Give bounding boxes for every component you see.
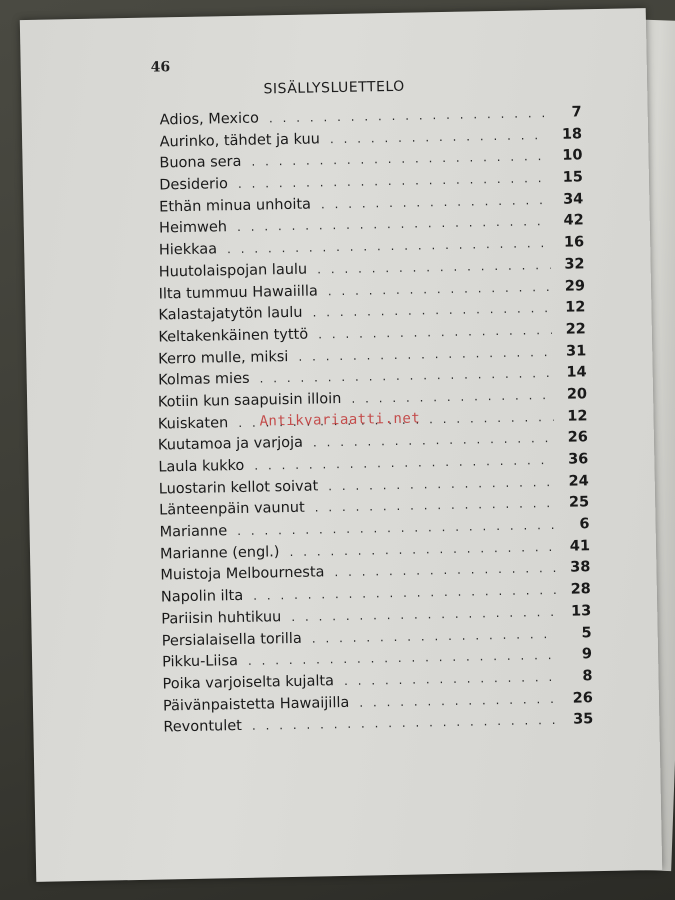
leader-dots: [359, 691, 559, 709]
toc-entry-title: Keltakenkäinen tyttö: [158, 326, 309, 346]
leader-dots: [313, 431, 554, 450]
leader-dots: [251, 149, 548, 169]
toc-entry-page: 34: [562, 191, 584, 208]
toc-entry-title: Adios, Mexico: [159, 110, 260, 129]
toc-entry-title: Desiderio: [159, 176, 229, 194]
toc-entry-title: Pikku-Liisa: [161, 653, 239, 671]
toc-entry-title: Laula kukko: [158, 457, 245, 476]
leader-dots: [351, 388, 553, 406]
leader-dots: [253, 583, 557, 603]
leader-dots: [254, 453, 554, 473]
toc-entry-title: Kotiin kun saapuisin illoin: [157, 390, 342, 411]
toc-entry-title: Luostarin kellot soivat: [158, 478, 319, 498]
leader-dots: [317, 258, 551, 276]
toc-entry-page: 26: [567, 429, 589, 446]
toc-entry-title: Persialaisella torilla: [161, 630, 302, 649]
toc-entry-page: 35: [572, 711, 594, 728]
toc-entry-title: Hiekkaa: [158, 241, 218, 259]
toc-entry-title: Länteenpäin vaunut: [159, 500, 305, 519]
toc-entry-title: Buona sera: [159, 154, 242, 172]
toc-entry-page: 5: [581, 624, 592, 641]
toc-entry-page: 38: [570, 559, 591, 577]
toc-entry-title: Napolin ilta: [160, 588, 244, 606]
toc-entry-page: 41: [569, 537, 591, 555]
toc-entry-page: 22: [565, 321, 586, 338]
toc-entry-title: Poika varjoiselta kujalta: [162, 673, 335, 693]
toc-entry-page: 14: [566, 364, 587, 381]
toc-entry-title: Kerro mulle, miksi: [158, 348, 289, 368]
toc-entry-page: 8: [582, 668, 593, 685]
toc-entry-page: 7: [571, 104, 582, 121]
toc-entry-page: 6: [579, 516, 590, 533]
toc-entry-title: Kuutamoa ja varjoja: [157, 435, 304, 454]
toc-entry-page: 12: [565, 299, 586, 316]
toc-entry-page: 42: [563, 212, 584, 230]
toc-entry-page: 28: [570, 581, 591, 598]
leader-dots: [312, 626, 558, 645]
toc-entry-page: 16: [563, 234, 585, 251]
toc-entry-page: 29: [564, 277, 586, 295]
leader-dots: [298, 344, 552, 363]
leader-dots: [269, 106, 548, 125]
toc-entry-page: 36: [567, 451, 589, 468]
toc-entry-title: Huutolaispojan laulu: [158, 261, 308, 281]
toc-entry-title: Marianne: [159, 523, 228, 541]
toc-entry-title: Muistoja Melbournesta: [160, 564, 325, 584]
toc-entry-page: 32: [564, 256, 585, 273]
leader-dots: [318, 323, 552, 341]
leader-dots: [312, 301, 551, 320]
toc-entry-page: 20: [566, 386, 588, 403]
toc-entry-title: Marianne (engl.): [159, 543, 280, 563]
toc-entry-title: Kolmas mies: [157, 370, 250, 389]
toc-entry-title: Revontulet: [163, 718, 243, 736]
toc-entry-page: 24: [568, 472, 589, 490]
leader-dots: [289, 540, 556, 559]
toc-entry-title: Aurinko, tähdet ja kuu: [159, 131, 321, 151]
leader-dots: [291, 605, 557, 624]
toc-entry-page: 31: [565, 342, 587, 360]
toc-entry-title: Ethän minua unhoita: [159, 196, 312, 216]
toc-entry-page: 12: [567, 407, 588, 425]
toc-entry-page: 25: [568, 494, 590, 512]
leader-dots: [328, 475, 555, 493]
toc-entry-page: 15: [562, 169, 584, 186]
leader-dots: [321, 193, 550, 211]
leader-dots: [328, 279, 551, 297]
page-number: 46: [150, 59, 171, 76]
page-title: SISÄLLYSLUETTELO: [263, 78, 405, 98]
leader-dots: [330, 128, 548, 146]
watermark: Antikvariaatti.net: [259, 410, 421, 430]
toc-entry-title: Kalastajatytön laulu: [158, 304, 303, 324]
leader-dots: [315, 496, 556, 515]
toc-entry-page: 9: [581, 646, 593, 663]
toc-entry-page: 18: [561, 126, 583, 143]
toc-entry-title: Pariisin huhtikuu: [161, 608, 282, 628]
toc-entry-page: 13: [570, 603, 592, 620]
toc-entry-title: Kuiskaten: [157, 414, 229, 433]
toc-entry-title: Päivänpaistetta Hawaijilla: [162, 694, 350, 715]
leader-dots: [344, 670, 559, 688]
toc-entry-title: Ilta tummuu Hawaiilla: [158, 282, 318, 302]
leader-dots: [334, 561, 556, 579]
toc-entry-title: Heimweh: [158, 219, 228, 237]
toc-entry-page: 10: [562, 147, 583, 165]
leader-dots: [259, 366, 552, 386]
book-page: [20, 8, 662, 882]
toc-entry-page: 26: [572, 689, 594, 707]
